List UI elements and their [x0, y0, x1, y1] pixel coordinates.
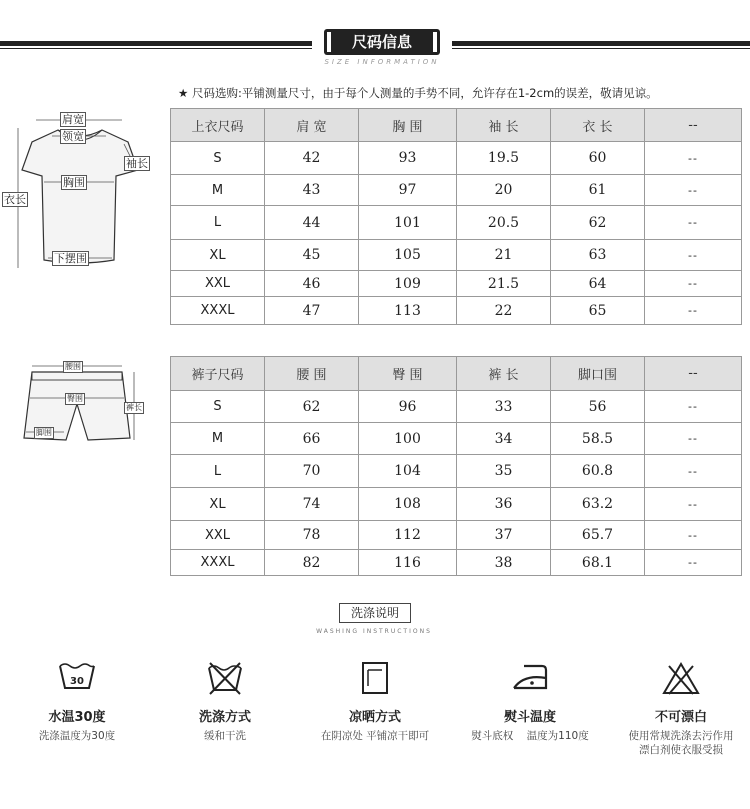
size-cell: M: [171, 423, 265, 455]
table-cell: 61: [551, 175, 645, 206]
table-row: [171, 297, 742, 325]
table-cell: 97: [359, 175, 457, 206]
table-cell: --: [645, 175, 742, 206]
tshirt-label-hem: 下摆围: [54, 252, 87, 265]
table-cell: 104: [359, 455, 457, 488]
wash-title: 水温30度: [48, 710, 106, 725]
column-header: 裤子尺码: [171, 357, 265, 391]
column-header: 上衣尺码: [171, 109, 265, 142]
table-cell: 93: [359, 142, 457, 175]
tshirt-label-sleeve: 袖长: [126, 157, 148, 170]
table-cell: 105: [359, 240, 457, 271]
wash-desc: 缓和干洗: [204, 730, 246, 742]
washing-subtitle: WASHING INSTRUCTIONS: [316, 628, 432, 635]
table-cell: 66: [265, 423, 359, 455]
table-cell: 64: [551, 271, 645, 297]
table-cell: 19.5: [457, 142, 551, 175]
size-cell: XL: [171, 488, 265, 521]
table-cell: --: [645, 271, 742, 297]
table-row: [171, 206, 742, 240]
size-note: ★ 尺码选购:平铺测量尺寸，由于每个人测量的手势不同，允许存在1-2cm的误差，敬请见谅。: [178, 86, 658, 100]
wash-desc: 熨斗底权 温度为110度: [471, 730, 589, 742]
table-cell: 96: [359, 391, 457, 423]
table-cell: 116: [359, 550, 457, 576]
wash-desc: 洗涤温度为30度: [38, 730, 116, 742]
table-header-row: [171, 357, 742, 391]
table-cell: --: [645, 297, 742, 325]
column-header: 脚口围: [551, 357, 645, 391]
size-cell: XXL: [171, 271, 265, 297]
wash-title: 熨斗温度: [503, 710, 556, 725]
size-cell: XXXL: [171, 550, 265, 576]
table-cell: 33: [457, 391, 551, 423]
pants-label-hip: 臀围: [67, 394, 83, 403]
table-cell: --: [645, 240, 742, 271]
table-header-row: [171, 109, 742, 142]
pants-figure: [10, 358, 150, 453]
column-header: 胸 围: [359, 109, 457, 142]
table-cell: 36: [457, 488, 551, 521]
table-cell: 22: [457, 297, 551, 325]
size-cell: S: [171, 142, 265, 175]
table-cell: 46: [265, 271, 359, 297]
size-cell: XXL: [171, 521, 265, 550]
page-subtitle: SIZE INFORMATION: [324, 58, 440, 66]
wash-desc: 在阴凉处 平铺凉干即可: [320, 730, 430, 742]
table-cell: 112: [359, 521, 457, 550]
column-header: 腰 围: [265, 357, 359, 391]
table-cell: 21.5: [457, 271, 551, 297]
table-cell: 65.7: [551, 521, 645, 550]
table-cell: --: [645, 488, 742, 521]
tshirt-label-shoulder: 肩宽: [62, 113, 84, 126]
table-cell: 37: [457, 521, 551, 550]
tshirt-label-length: 衣长: [4, 193, 26, 206]
header-rule-left: [0, 41, 312, 46]
table-row: [171, 550, 742, 576]
table-row: [171, 423, 742, 455]
pants-label-hem: 脚围: [36, 428, 52, 437]
wash-desc: 使用常规洗涤去污作用 漂白剂使衣服受损: [628, 730, 734, 756]
table-cell: 70: [265, 455, 359, 488]
wash-title: 不可漂白: [654, 710, 707, 725]
table-row: [171, 455, 742, 488]
dry-flat-icon: [355, 660, 395, 696]
table-cell: 78: [265, 521, 359, 550]
table-cell: 20.5: [457, 206, 551, 240]
header-rule-right: [452, 41, 750, 46]
column-header: 臀 围: [359, 357, 457, 391]
size-cell: S: [171, 391, 265, 423]
wash-title: 洗涤方式: [198, 710, 251, 725]
table-cell: 58.5: [551, 423, 645, 455]
table-cell: 60: [551, 142, 645, 175]
table-cell: 38: [457, 550, 551, 576]
washing-title: 洗涤说明: [339, 603, 411, 623]
table-row: [171, 175, 742, 206]
page-title: 尺码信息: [324, 29, 440, 55]
column-header: 袖 长: [457, 109, 551, 142]
table-cell: --: [645, 206, 742, 240]
tshirt-label-chest: 胸围: [63, 176, 85, 189]
table-cell: 63.2: [551, 488, 645, 521]
table-cell: --: [645, 423, 742, 455]
table-cell: 113: [359, 297, 457, 325]
wash-30-icon: [57, 660, 97, 694]
column-header: 裤 长: [457, 357, 551, 391]
size-cell: XL: [171, 240, 265, 271]
pants-label-length: 裤长: [126, 403, 142, 412]
table-cell: 82: [265, 550, 359, 576]
table-cell: --: [645, 391, 742, 423]
table-cell: 109: [359, 271, 457, 297]
table-cell: 42: [265, 142, 359, 175]
table-row: [171, 521, 742, 550]
table-cell: 45: [265, 240, 359, 271]
table-row: [171, 391, 742, 423]
table-row: [171, 488, 742, 521]
no-bleach-icon: [661, 660, 701, 696]
column-header: --: [645, 357, 742, 391]
table-cell: 44: [265, 206, 359, 240]
table-cell: 60.8: [551, 455, 645, 488]
size-cell: L: [171, 455, 265, 488]
table-cell: 100: [359, 423, 457, 455]
column-header: --: [645, 109, 742, 142]
pants-label-waist: 腰围: [65, 362, 81, 371]
iron-icon: [510, 660, 550, 696]
table-cell: --: [645, 550, 742, 576]
table-cell: --: [645, 142, 742, 175]
table-cell: 62: [551, 206, 645, 240]
table-cell: 108: [359, 488, 457, 521]
pants-size-table: [170, 356, 742, 576]
table-cell: 65: [551, 297, 645, 325]
top-size-table: [170, 108, 742, 325]
tshirt-figure: [0, 108, 160, 273]
table-cell: 62: [265, 391, 359, 423]
size-cell: L: [171, 206, 265, 240]
wash-title: 凉晒方式: [348, 710, 401, 725]
table-row: [171, 271, 742, 297]
size-cell: XXXL: [171, 297, 265, 325]
table-cell: 43: [265, 175, 359, 206]
table-cell: 47: [265, 297, 359, 325]
table-cell: --: [645, 521, 742, 550]
size-cell: M: [171, 175, 265, 206]
table-cell: 63: [551, 240, 645, 271]
table-row: [171, 240, 742, 271]
table-cell: 74: [265, 488, 359, 521]
table-cell: 101: [359, 206, 457, 240]
table-row: [171, 142, 742, 175]
table-cell: 56: [551, 391, 645, 423]
table-cell: 34: [457, 423, 551, 455]
column-header: 肩 宽: [265, 109, 359, 142]
no-machine-wash-icon: [205, 660, 245, 696]
column-header: 衣 长: [551, 109, 645, 142]
table-cell: 20: [457, 175, 551, 206]
tshirt-label-collar: 领宽: [62, 130, 84, 143]
wash-temp-badge: 30: [70, 676, 84, 687]
table-cell: 68.1: [551, 550, 645, 576]
table-cell: 21: [457, 240, 551, 271]
table-cell: 35: [457, 455, 551, 488]
table-cell: --: [645, 455, 742, 488]
